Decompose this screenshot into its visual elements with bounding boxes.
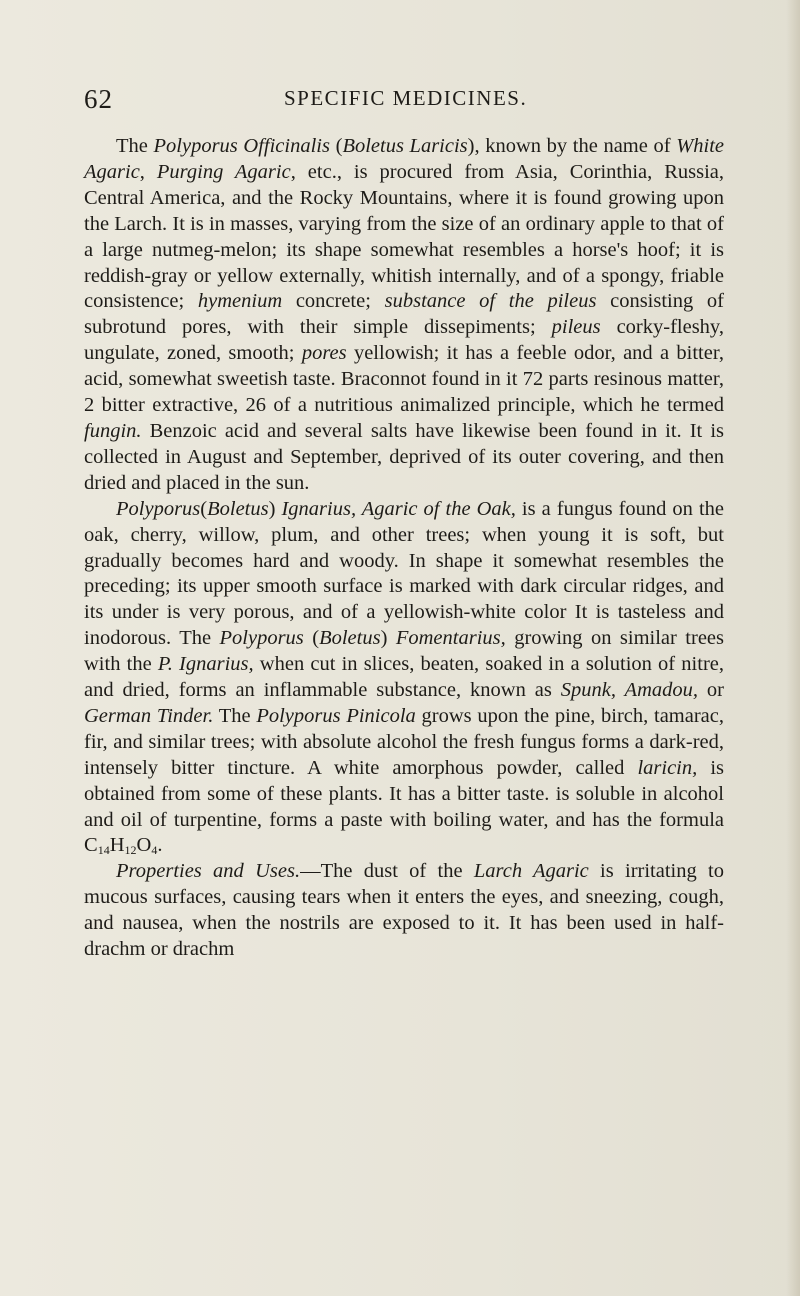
formula-subscript-hydrogen: 12 — [124, 843, 137, 858]
section-heading-properties-uses: Properties and Uses. — [116, 860, 301, 883]
page-header — [84, 84, 724, 116]
paragraph-polyporus-ignarius: Polyporus(Boletus) Ignarius, Agaric of the Oak, is a fungus found on the oak, cherry, willow, plum, and other trees; when young it is soft, but gradually becomes hard and woody. In shape it somewhat resembles the preceding; its upper smooth surface is marked with dark circular ridges, and its under is very porous, and of a yellowish-white color It is tasteless and inodorous. The Polyporus (Boletus) Fomentarius, growing on similar trees with the P. Ignarius, when cut in slices, beaten, soaked in a solution of nitre, and dried, forms an inflammable substance, known as Spunk, Amadou, or German Tinder. The Polyporus Pinicola grows upon the pine, birch, tamarac, fir, and similar trees; with absolute alcohol the fresh fungus forms a dark-red, intensely bitter tincture. A white amorphous powder, called laricin, is obtained from some of these plants. It has a bitter taste. is soluble in alcohol and oil of turpentine, forms a paste with boiling water, and has the formula $C_{14}H_{12}O_4$. — [84, 497, 725, 858]
paragraph-white-agaric: The Polyporus Officinalis (Boletus Laricis), known by the name of White Agaric, Purging Agaric, etc., is procured from Asia, Corinthia, Russia, Central America, and the Rocky Mountains, where it is found growing upon the Larch. It is in masses, varying from the size of an ordinary apple to that of a large nutmeg-melon; its shape somewhat resembles a horse's hoof; it is reddish-gray or yellow externally, whitish internally, and of a spongy, friable consistence; hymenium concrete; substance of the pileus consisting of subrotund pores, with their simple dissepiments; pileus corky-fleshy, ungulate, zoned, smooth; pores yellowish; it has a feeble odor, and a bitter, acid, somewhat sweetish taste. Braconnot found in it 72 parts resinous matter, 2 bitter extractive, 26 of a nutritious animalized principle, which he termed fungin. Benzoic acid and several salts have likewise been found in it. It is collected in August and September, deprived of its outer covering, and then dried and placed in the sun. — [84, 135, 725, 494]
paragraph-properties-and-uses: Properties and Uses.—The dust of the Larch Agaric is irritating to mucous surfaces, causing tears when it enters the eyes, and sneezing, cough, and nausea, when the nostrils are exposed to it. It has been used in half-drachm or drachm — [84, 860, 724, 961]
page-number: 62 — [84, 84, 113, 114]
page-edge-shadow — [786, 0, 800, 1296]
page-body — [84, 134, 724, 963]
formula-subscript-oxygen: 4 — [151, 843, 158, 858]
formula-subscript-carbon: 14 — [97, 843, 110, 858]
running-head: SPECIFIC MEDICINES. — [284, 86, 528, 110]
